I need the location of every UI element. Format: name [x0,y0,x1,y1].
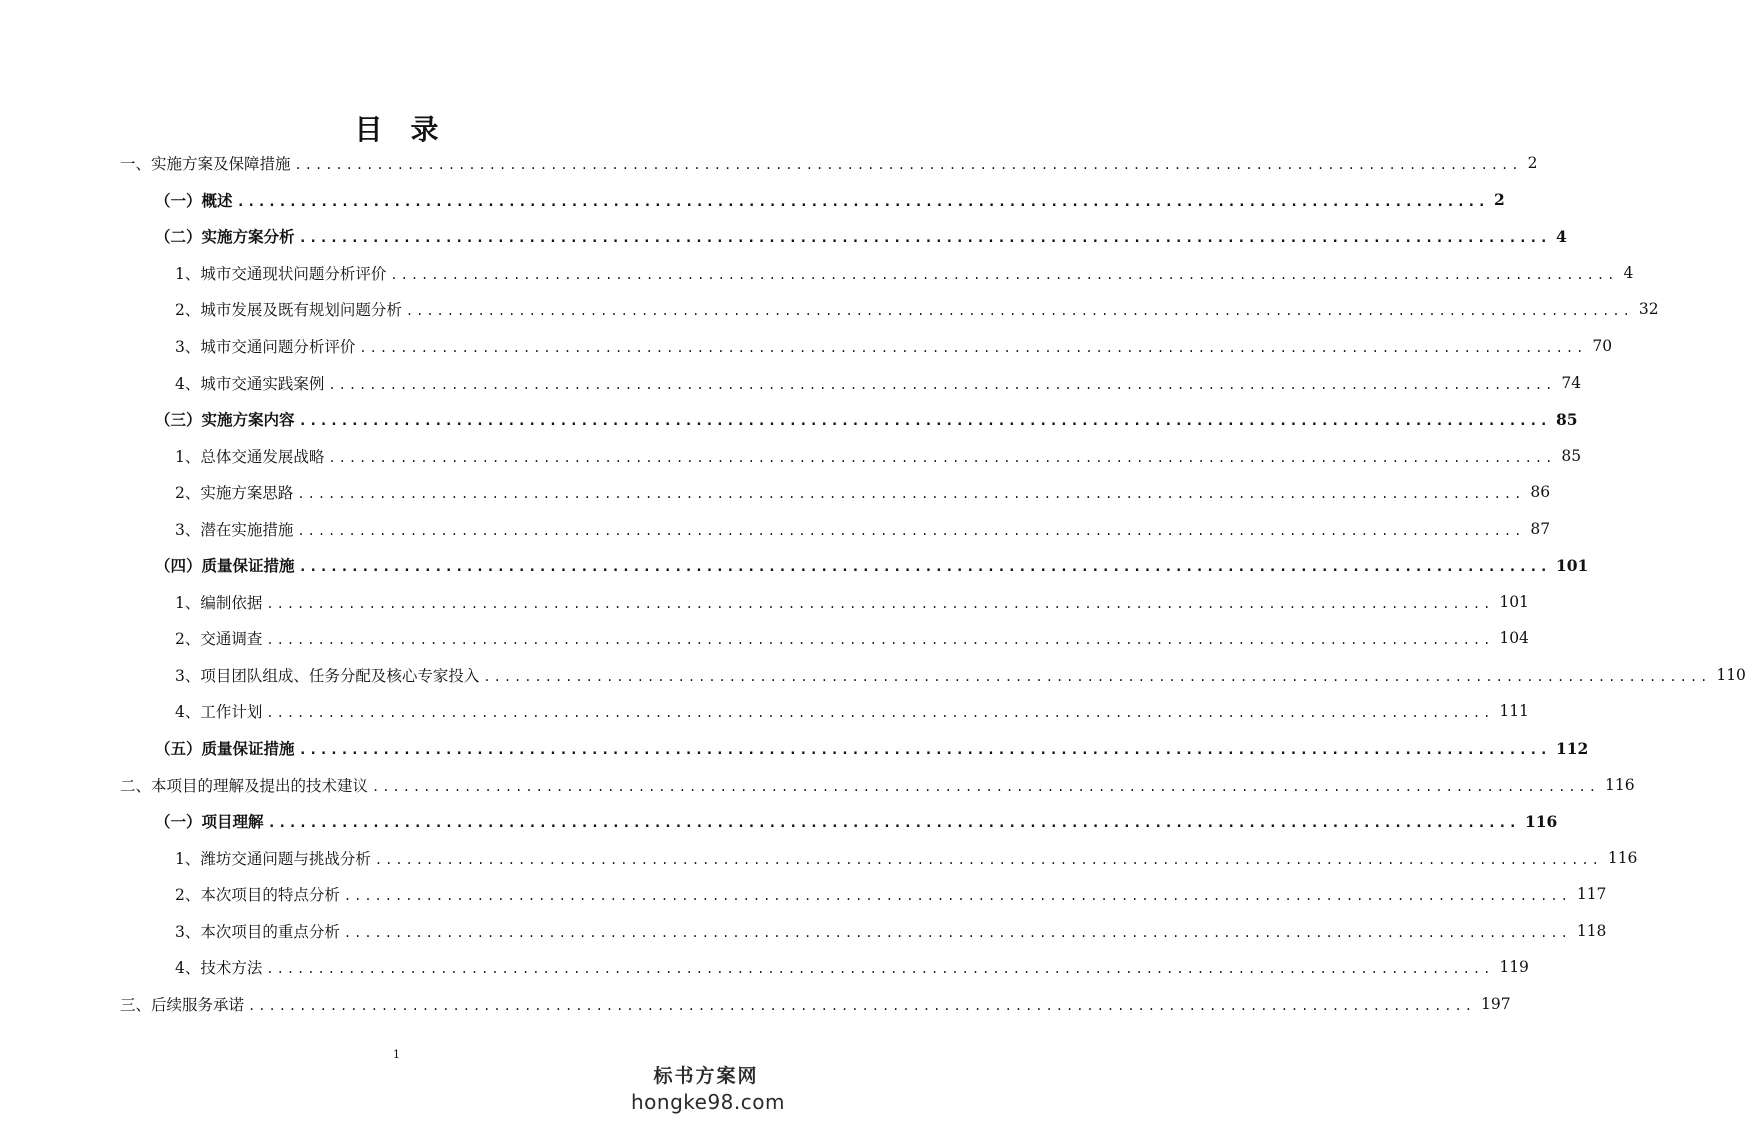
toc-entry[interactable] [0,474,1551,511]
toc-entry[interactable] [0,401,1578,438]
toc-page-number: 104 [1499,629,1529,648]
toc-page-number: 116 [1604,775,1635,794]
toc-dot-leader: ........................................................................................................................ [294,158,1522,173]
toc-page-number: 111 [1499,702,1529,721]
toc-dot-leader: ........................................................................................................................ [266,596,1494,611]
toc-entry-text: 1、总体交通发展战略 [175,447,325,466]
toc-entry[interactable] [0,876,1607,913]
toc-page-number: 101 [1555,555,1589,575]
toc-entry-text: 2、城市发展及既有规划问题分析 [175,301,402,320]
toc-dot-leader: ........................................................................................................................ [298,230,1550,247]
toc-dot-leader: ........................................................................................................................ [267,815,1519,832]
watermark [631,1061,785,1114]
toc-entry-text: （二）实施方案分析 [155,227,295,247]
toc-entry-text: （三）实施方案内容 [155,410,295,430]
toc-page-number: 86 [1530,483,1551,502]
toc-entry-text: （四）质量保证措施 [155,556,295,576]
toc-entry[interactable] [0,693,1529,730]
toc-dot-leader: ........................................................................................................................ [343,925,1571,940]
toc-entry[interactable] [0,657,1746,694]
toc-entry[interactable] [0,912,1607,949]
toc-entry[interactable] [0,986,1511,1023]
toc-dot-leader: ........................................................................................................................ [298,742,1550,759]
toc-page-number: 2 [1527,154,1538,173]
toc-page-number: 197 [1480,994,1511,1013]
toc-entry-text: 1、潍坊交通问题与挑战分析 [175,849,371,868]
toc-page-number: 116 [1607,848,1638,867]
toc-entry[interactable] [0,584,1529,621]
toc-page-number: 101 [1499,592,1529,611]
toc-page-number: 2 [1493,190,1505,210]
toc-entry[interactable] [0,364,1582,401]
toc-dot-leader: ........................................................................................................................ [405,304,1633,319]
toc-dot-leader: ........................................................................................................................ [328,450,1556,465]
toc-page-number: 32 [1638,300,1659,319]
toc-dot-leader: ........................................................................................................................ [266,633,1494,648]
toc-entry[interactable] [0,145,1538,182]
toc-entry-text: 3、城市交通问题分析评价 [175,338,356,356]
toc-entry[interactable] [0,730,1589,767]
toc-dot-leader: ........................................................................................................................ [266,962,1494,977]
toc-page-number: 116 [1524,811,1558,831]
toc-dot-leader: ........................................................................................................................ [359,341,1587,355]
toc-dot-leader: ........................................................................................................................ [298,559,1550,576]
toc-entry-text: 2、实施方案思路 [175,484,294,503]
toc-entry[interactable] [0,510,1551,547]
toc-page-number: 4 [1623,263,1634,282]
toc-entry-text: 二、本项目的理解及提出的技术建议 [120,776,369,795]
page-number: 1 [393,1048,400,1061]
toc-dot-leader: ........................................................................................................................ [297,487,1525,502]
toc-entry-text: 2、交通调查 [175,630,263,649]
toc-dot-leader: ........................................................................................................................ [374,852,1602,867]
toc-entry[interactable] [0,255,1634,292]
toc-dot-leader: ........................................................................................................................ [328,377,1556,392]
toc-entry[interactable] [0,328,1613,365]
toc-entry[interactable] [0,766,1635,803]
toc-page-number: 110 [1716,665,1746,684]
toc-entry[interactable] [0,803,1558,840]
toc-page-number: 119 [1499,958,1529,977]
toc-dot-leader: ........................................................................................................................ [266,706,1494,721]
toc-entry-text: 3、项目团队组成、任务分配及核心专家投入 [175,666,480,685]
toc-entry[interactable] [0,547,1589,584]
toc-dot-leader: ........................................................................................................................ [297,523,1525,538]
toc-entry-text: 4、技术方法 [175,959,263,978]
toc-entry-text: 3、潜在实施措施 [175,520,294,539]
toc-dot-leader: ........................................................................................................................ [372,779,1599,794]
toc-dot-leader: ........................................................................................................................ [248,998,1475,1013]
toc-entry-text: （一）概述 [155,190,233,210]
toc-entry-text: （五）质量保证措施 [155,739,295,759]
toc-page-number: 85 [1555,409,1578,429]
toc-entry-text: 2、本次项目的特点分析 [175,886,340,905]
toc-entry-text: 1、城市交通现状问题分析评价 [175,264,387,283]
page-title [0,108,793,148]
toc-page-number: 118 [1576,921,1607,940]
toc-entry[interactable] [0,949,1529,986]
toc-page-number: 74 [1561,373,1582,392]
toc-dot-leader: ........................................................................................................................ [343,889,1571,904]
toc-entry[interactable] [0,182,1505,219]
toc-page-number: 85 [1561,446,1582,465]
toc-page-number: 4 [1555,226,1567,246]
toc-entry-text: 一、实施方案及保障措施 [120,155,291,174]
toc-dot-leader: ........................................................................................................................ [390,267,1618,282]
toc-entry-text: 3、本次项目的重点分析 [175,922,340,941]
toc-dot-leader: ........................................................................................................................ [236,193,1488,210]
watermark-domain: hongke98.com [631,1090,785,1114]
toc-entry-text: 4、工作计划 [175,703,263,722]
toc-entry-text: （一）项目理解 [155,812,264,832]
toc-entry[interactable] [0,218,1567,255]
toc-page-number: 70 [1592,337,1613,355]
toc-entry[interactable] [0,437,1582,474]
toc-page-number: 117 [1576,885,1607,904]
toc-entry-text: 4、城市交通实践案例 [175,374,325,393]
toc-entry-text: 1、编制依据 [175,593,263,612]
page-title-char-2: 录 [410,113,439,146]
page-title-char-1: 目 [354,113,383,146]
watermark-site-name: 标书方案网 [653,1065,759,1087]
toc-entry[interactable] [0,839,1638,876]
toc-entry-text: 三、后续服务承诺 [120,995,245,1014]
toc-dot-leader: ........................................................................................................................ [483,669,1711,684]
toc-entry[interactable] [0,620,1529,657]
toc-dot-leader: ........................................................................................................................ [298,413,1550,430]
table-of-contents [0,145,1746,1022]
toc-page-number: 87 [1530,519,1551,538]
toc-entry[interactable] [0,291,1659,328]
toc-page-number: 112 [1555,738,1589,758]
